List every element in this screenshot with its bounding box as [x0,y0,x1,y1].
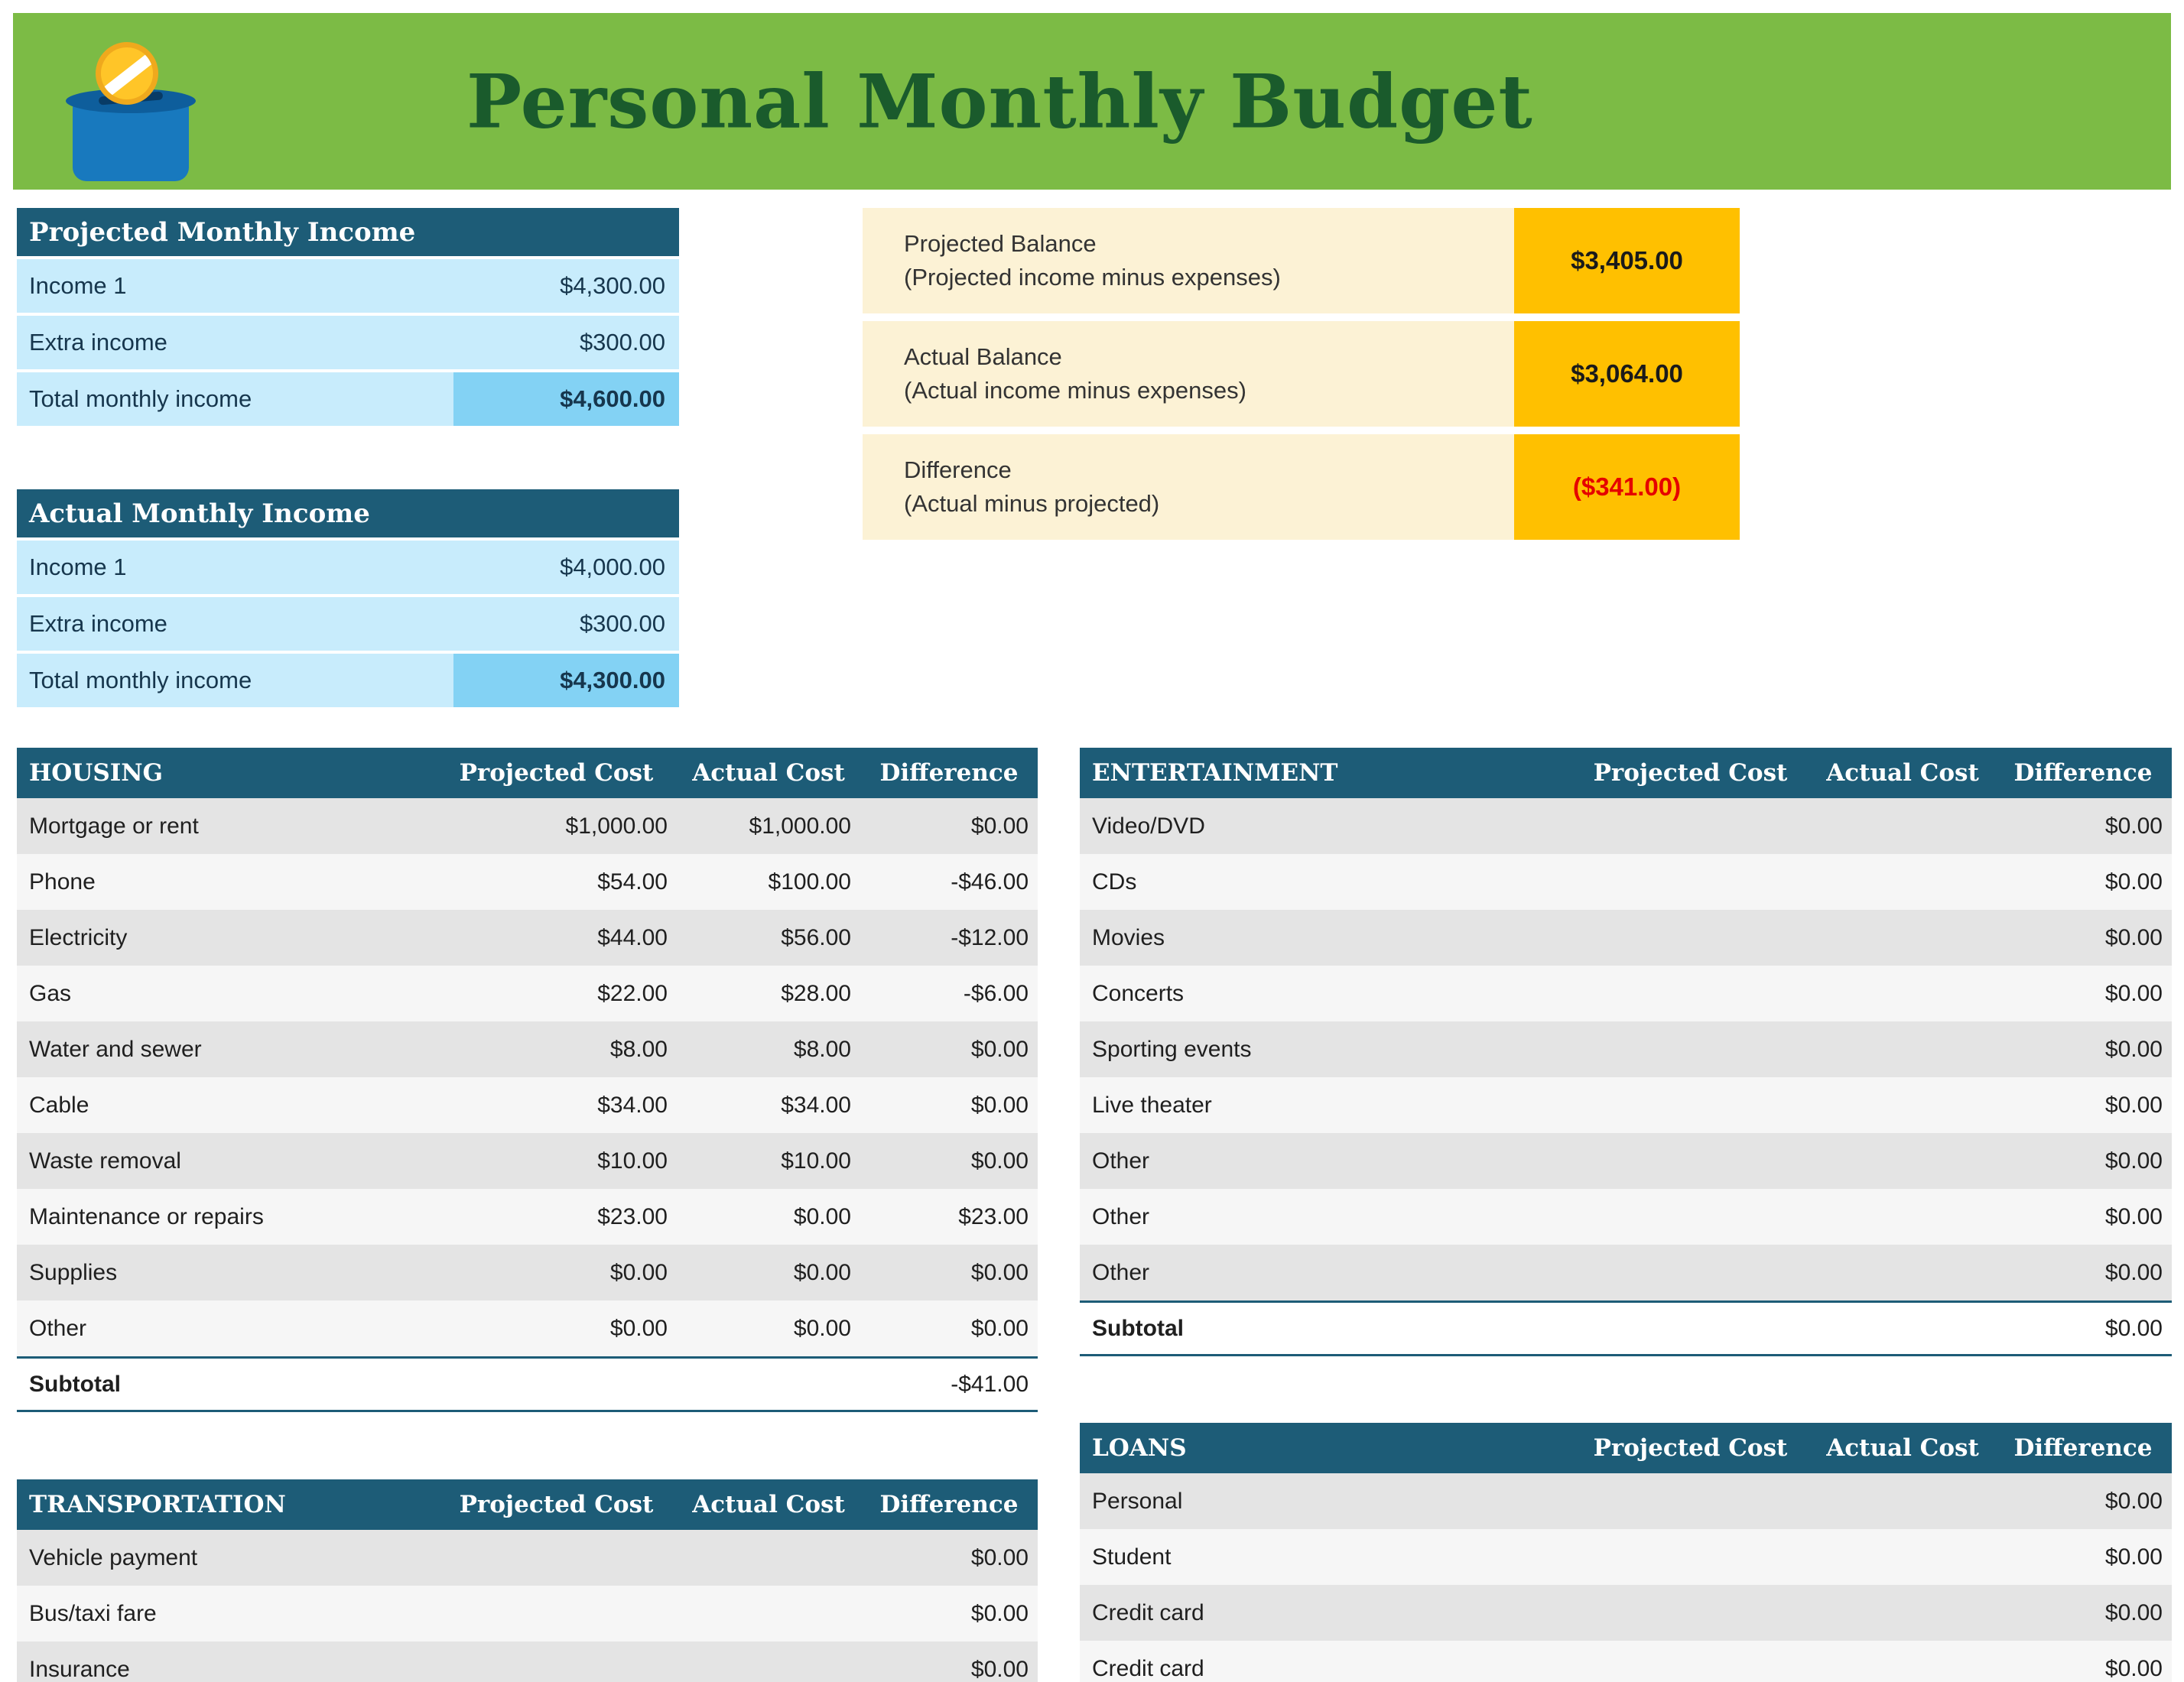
actual-cost-cell[interactable]: $0.00 [793,1315,851,1341]
expense-label-cell[interactable]: Insurance [29,1656,130,1682]
table-rows [17,1530,1038,1682]
subtotal-difference-cell[interactable]: -$41.00 [951,1371,1029,1397]
table-title: HOUSING [29,759,164,787]
expense-row [1080,1077,2172,1133]
income-value-cell[interactable]: $4,300.00 [453,654,679,707]
expense-row [1080,1021,2172,1077]
summary-row [863,321,1740,427]
difference-cell[interactable]: $0.00 [2104,1259,2163,1285]
summary-value-cell[interactable]: ($341.00) [1514,434,1740,540]
table-header [17,1479,1038,1530]
expense-label-cell[interactable]: Student [1092,1544,1172,1570]
projected-cost-cell[interactable]: $23.00 [597,1203,668,1229]
actual-cost-cell[interactable]: $56.00 [781,924,851,950]
expense-label-cell[interactable]: Personal [1092,1488,1183,1514]
actual-cost-cell[interactable]: $8.00 [793,1036,851,1062]
difference-cell[interactable]: $0.00 [2104,1488,2163,1514]
expense-label-cell[interactable]: Other [1092,1259,1150,1285]
column-header-difference: Difference [879,759,1019,787]
income-label-cell[interactable]: Income 1 [17,541,453,594]
expense-row [1080,1133,2172,1189]
expense-label-cell[interactable]: CDs [1092,869,1137,895]
difference-cell[interactable]: $0.00 [2104,1203,2163,1229]
actual-cost-cell[interactable]: $0.00 [793,1259,851,1285]
difference-cell[interactable]: $0.00 [970,813,1029,839]
difference-cell[interactable]: $0.00 [970,1544,1029,1570]
difference-cell[interactable]: $0.00 [970,1656,1029,1682]
difference-cell[interactable]: -$12.00 [951,924,1029,950]
expense-row [17,1530,1038,1586]
income-row [17,259,679,316]
summary-label: Actual Balance [904,343,1062,370]
summary-sublabel: (Actual minus projected) [904,490,1160,517]
income-total-row [17,654,679,710]
projected-income-header: Projected Monthly Income [17,208,679,259]
income-label-cell[interactable]: Total monthly income [17,654,453,707]
difference-cell[interactable]: -$6.00 [963,980,1029,1006]
summary-value-cell[interactable]: $3,064.00 [1514,321,1740,427]
title-banner [13,13,2171,190]
difference-cell[interactable]: $23.00 [958,1203,1029,1229]
difference-cell[interactable]: $0.00 [2104,924,2163,950]
difference-cell[interactable]: $0.00 [2104,813,2163,839]
housing-expenses-table [17,748,1038,1412]
difference-cell[interactable]: $0.00 [970,1600,1029,1626]
difference-cell[interactable]: $0.00 [970,1092,1029,1118]
entertainment-expenses-table [1080,748,2172,1356]
expense-row [1080,1529,2172,1585]
table-header [17,748,1038,798]
summary-label: Difference [904,456,1012,483]
expense-row [17,1189,1038,1245]
expense-row [17,1021,1038,1077]
difference-cell[interactable]: $0.00 [970,1036,1029,1062]
expense-row [17,966,1038,1021]
expense-label-cell[interactable]: Sporting events [1092,1036,1252,1062]
expense-label-cell[interactable]: Live theater [1092,1092,1212,1118]
expense-row [17,1586,1038,1641]
difference-cell[interactable]: $0.00 [970,1148,1029,1174]
actual-cost-cell[interactable]: $100.00 [768,869,851,895]
subtotal-label-cell[interactable]: Subtotal [29,1371,121,1397]
column-header-projected-cost: Projected Cost [1593,759,1788,787]
expense-label-cell[interactable]: Waste removal [29,1148,181,1174]
actual-cost-cell[interactable]: $0.00 [793,1203,851,1229]
expense-label-cell[interactable]: Other [1092,1203,1150,1229]
expense-label-cell[interactable]: Phone [29,869,96,895]
expense-label-cell[interactable]: Maintenance or repairs [29,1203,264,1229]
summary-label-cell[interactable] [863,208,1514,313]
column-header-actual-cost: Actual Cost [1826,759,1979,787]
summary-row [863,434,1740,540]
difference-cell[interactable]: $0.00 [970,1315,1029,1341]
projected-cost-cell[interactable]: $8.00 [609,1036,668,1062]
column-header-actual-cost: Actual Cost [1826,1434,1979,1462]
expense-row [1080,1641,2172,1682]
actual-cost-cell[interactable]: $34.00 [781,1092,851,1118]
table-rows [17,798,1038,1412]
summary-label-cell[interactable] [863,321,1514,427]
transportation-expenses-table [17,1479,1038,1682]
expense-row [1080,854,2172,910]
expense-label-cell[interactable]: Movies [1092,924,1165,950]
loans-expenses-table [1080,1423,2172,1682]
expense-row [17,1077,1038,1133]
expense-row [1080,1585,2172,1641]
projected-cost-cell[interactable]: $1,000.00 [565,813,668,839]
table-title: ENTERTAINMENT [1092,759,1338,787]
bucket-icon [73,100,189,181]
expense-row [1080,1473,2172,1529]
table-rows [1080,1473,2172,1682]
column-header-actual-cost: Actual Cost [692,1491,845,1518]
difference-cell[interactable]: $0.00 [2104,1655,2163,1681]
expense-label-cell[interactable]: Credit card [1092,1599,1204,1625]
summary-value-cell[interactable]: $3,405.00 [1514,208,1740,313]
income-value-cell[interactable]: $4,000.00 [453,541,679,594]
actual-income-rows [17,541,679,710]
column-header-projected-cost: Projected Cost [1593,1434,1788,1462]
expense-label-cell[interactable]: Credit card [1092,1655,1204,1681]
expense-row [1080,1245,2172,1300]
difference-cell[interactable]: $0.00 [2104,1092,2163,1118]
expense-label-cell[interactable]: Electricity [29,924,128,950]
column-header-difference: Difference [2013,759,2153,787]
summary-row [863,208,1740,313]
subtotal-row [1080,1300,2172,1356]
income-label-cell[interactable]: Extra income [17,316,453,369]
projected-income-rows [17,259,679,429]
income-label-cell[interactable]: Income 1 [17,259,453,313]
projected-cost-cell[interactable]: $22.00 [597,980,668,1006]
column-header-actual-cost: Actual Cost [692,759,845,787]
expense-row [17,1300,1038,1356]
column-header-projected-cost: Projected Cost [459,1491,654,1518]
projected-cost-cell[interactable]: $44.00 [597,924,668,950]
projected-cost-cell[interactable]: $0.00 [609,1259,668,1285]
summary-label: Projected Balance [904,230,1097,257]
projected-cost-cell[interactable]: $34.00 [597,1092,668,1118]
column-header-difference: Difference [879,1491,1019,1518]
expense-row [17,798,1038,854]
actual-cost-cell[interactable]: $1,000.00 [749,813,851,839]
projected-cost-cell[interactable]: $54.00 [597,869,668,895]
actual-cost-cell[interactable]: $28.00 [781,980,851,1006]
expense-label-cell[interactable]: Mortgage or rent [29,813,199,839]
expense-label-cell[interactable]: Concerts [1092,980,1185,1006]
expense-label-cell[interactable]: Cable [29,1092,89,1118]
difference-cell[interactable]: -$46.00 [951,869,1029,895]
summary-label-cell[interactable] [863,434,1514,540]
expense-row [17,1133,1038,1189]
money-box-icon [73,42,206,181]
difference-cell[interactable]: $0.00 [2104,1036,2163,1062]
difference-cell[interactable]: $0.00 [970,1259,1029,1285]
actual-income-header: Actual Monthly Income [17,489,679,541]
column-header-projected-cost: Projected Cost [459,759,654,787]
income-label-cell[interactable]: Total monthly income [17,372,453,426]
column-header-difference: Difference [2013,1434,2153,1462]
expense-label-cell[interactable]: Other [29,1315,87,1341]
difference-cell[interactable]: $0.00 [2104,869,2163,895]
expense-row [1080,1189,2172,1245]
difference-cell[interactable]: $0.00 [2104,1148,2163,1174]
expense-row [1080,798,2172,854]
page-title: Personal Monthly Budget [466,58,1533,144]
difference-cell[interactable]: $0.00 [2104,980,2163,1006]
projected-cost-cell[interactable]: $10.00 [597,1148,668,1174]
actual-income-table [17,489,679,710]
projected-income-table [17,208,679,429]
expense-label-cell[interactable]: Video/DVD [1092,813,1205,839]
difference-cell[interactable]: $0.00 [2104,1544,2163,1570]
income-value-cell[interactable]: $4,300.00 [453,259,679,313]
subtotal-row [17,1356,1038,1412]
table-header [1080,1423,2172,1473]
subtotal-label-cell[interactable]: Subtotal [1092,1315,1184,1341]
expense-label-cell[interactable]: Supplies [29,1259,118,1285]
balance-summary [863,208,1740,547]
summary-sublabel: (Actual income minus expenses) [904,377,1246,404]
expense-row [17,1641,1038,1682]
difference-cell[interactable]: $0.00 [2104,1599,2163,1625]
summary-sublabel: (Projected income minus expenses) [904,264,1281,291]
actual-cost-cell[interactable]: $10.00 [781,1148,851,1174]
expense-row [1080,966,2172,1021]
subtotal-difference-cell[interactable]: $0.00 [2104,1315,2163,1341]
income-total-row [17,372,679,429]
expense-row [17,854,1038,910]
expense-label-cell[interactable]: Vehicle payment [29,1544,198,1570]
income-value-cell[interactable]: $4,600.00 [453,372,679,426]
expense-label-cell[interactable]: Gas [29,980,72,1006]
income-row [17,541,679,597]
expense-row [17,910,1038,966]
income-row [17,316,679,372]
projected-cost-cell[interactable]: $0.00 [609,1315,668,1341]
income-value-cell[interactable]: $300.00 [453,316,679,369]
table-rows [1080,798,2172,1356]
income-row [17,597,679,654]
expense-label-cell[interactable]: Water and sewer [29,1036,202,1062]
income-value-cell[interactable]: $300.00 [453,597,679,651]
expense-label-cell[interactable]: Other [1092,1148,1150,1174]
income-label-cell[interactable]: Extra income [17,597,453,651]
table-title: LOANS [1092,1434,1187,1462]
table-title: TRANSPORTATION [29,1491,286,1518]
expense-row [1080,910,2172,966]
expense-label-cell[interactable]: Bus/taxi fare [29,1600,157,1626]
expense-row [17,1245,1038,1300]
table-header [1080,748,2172,798]
